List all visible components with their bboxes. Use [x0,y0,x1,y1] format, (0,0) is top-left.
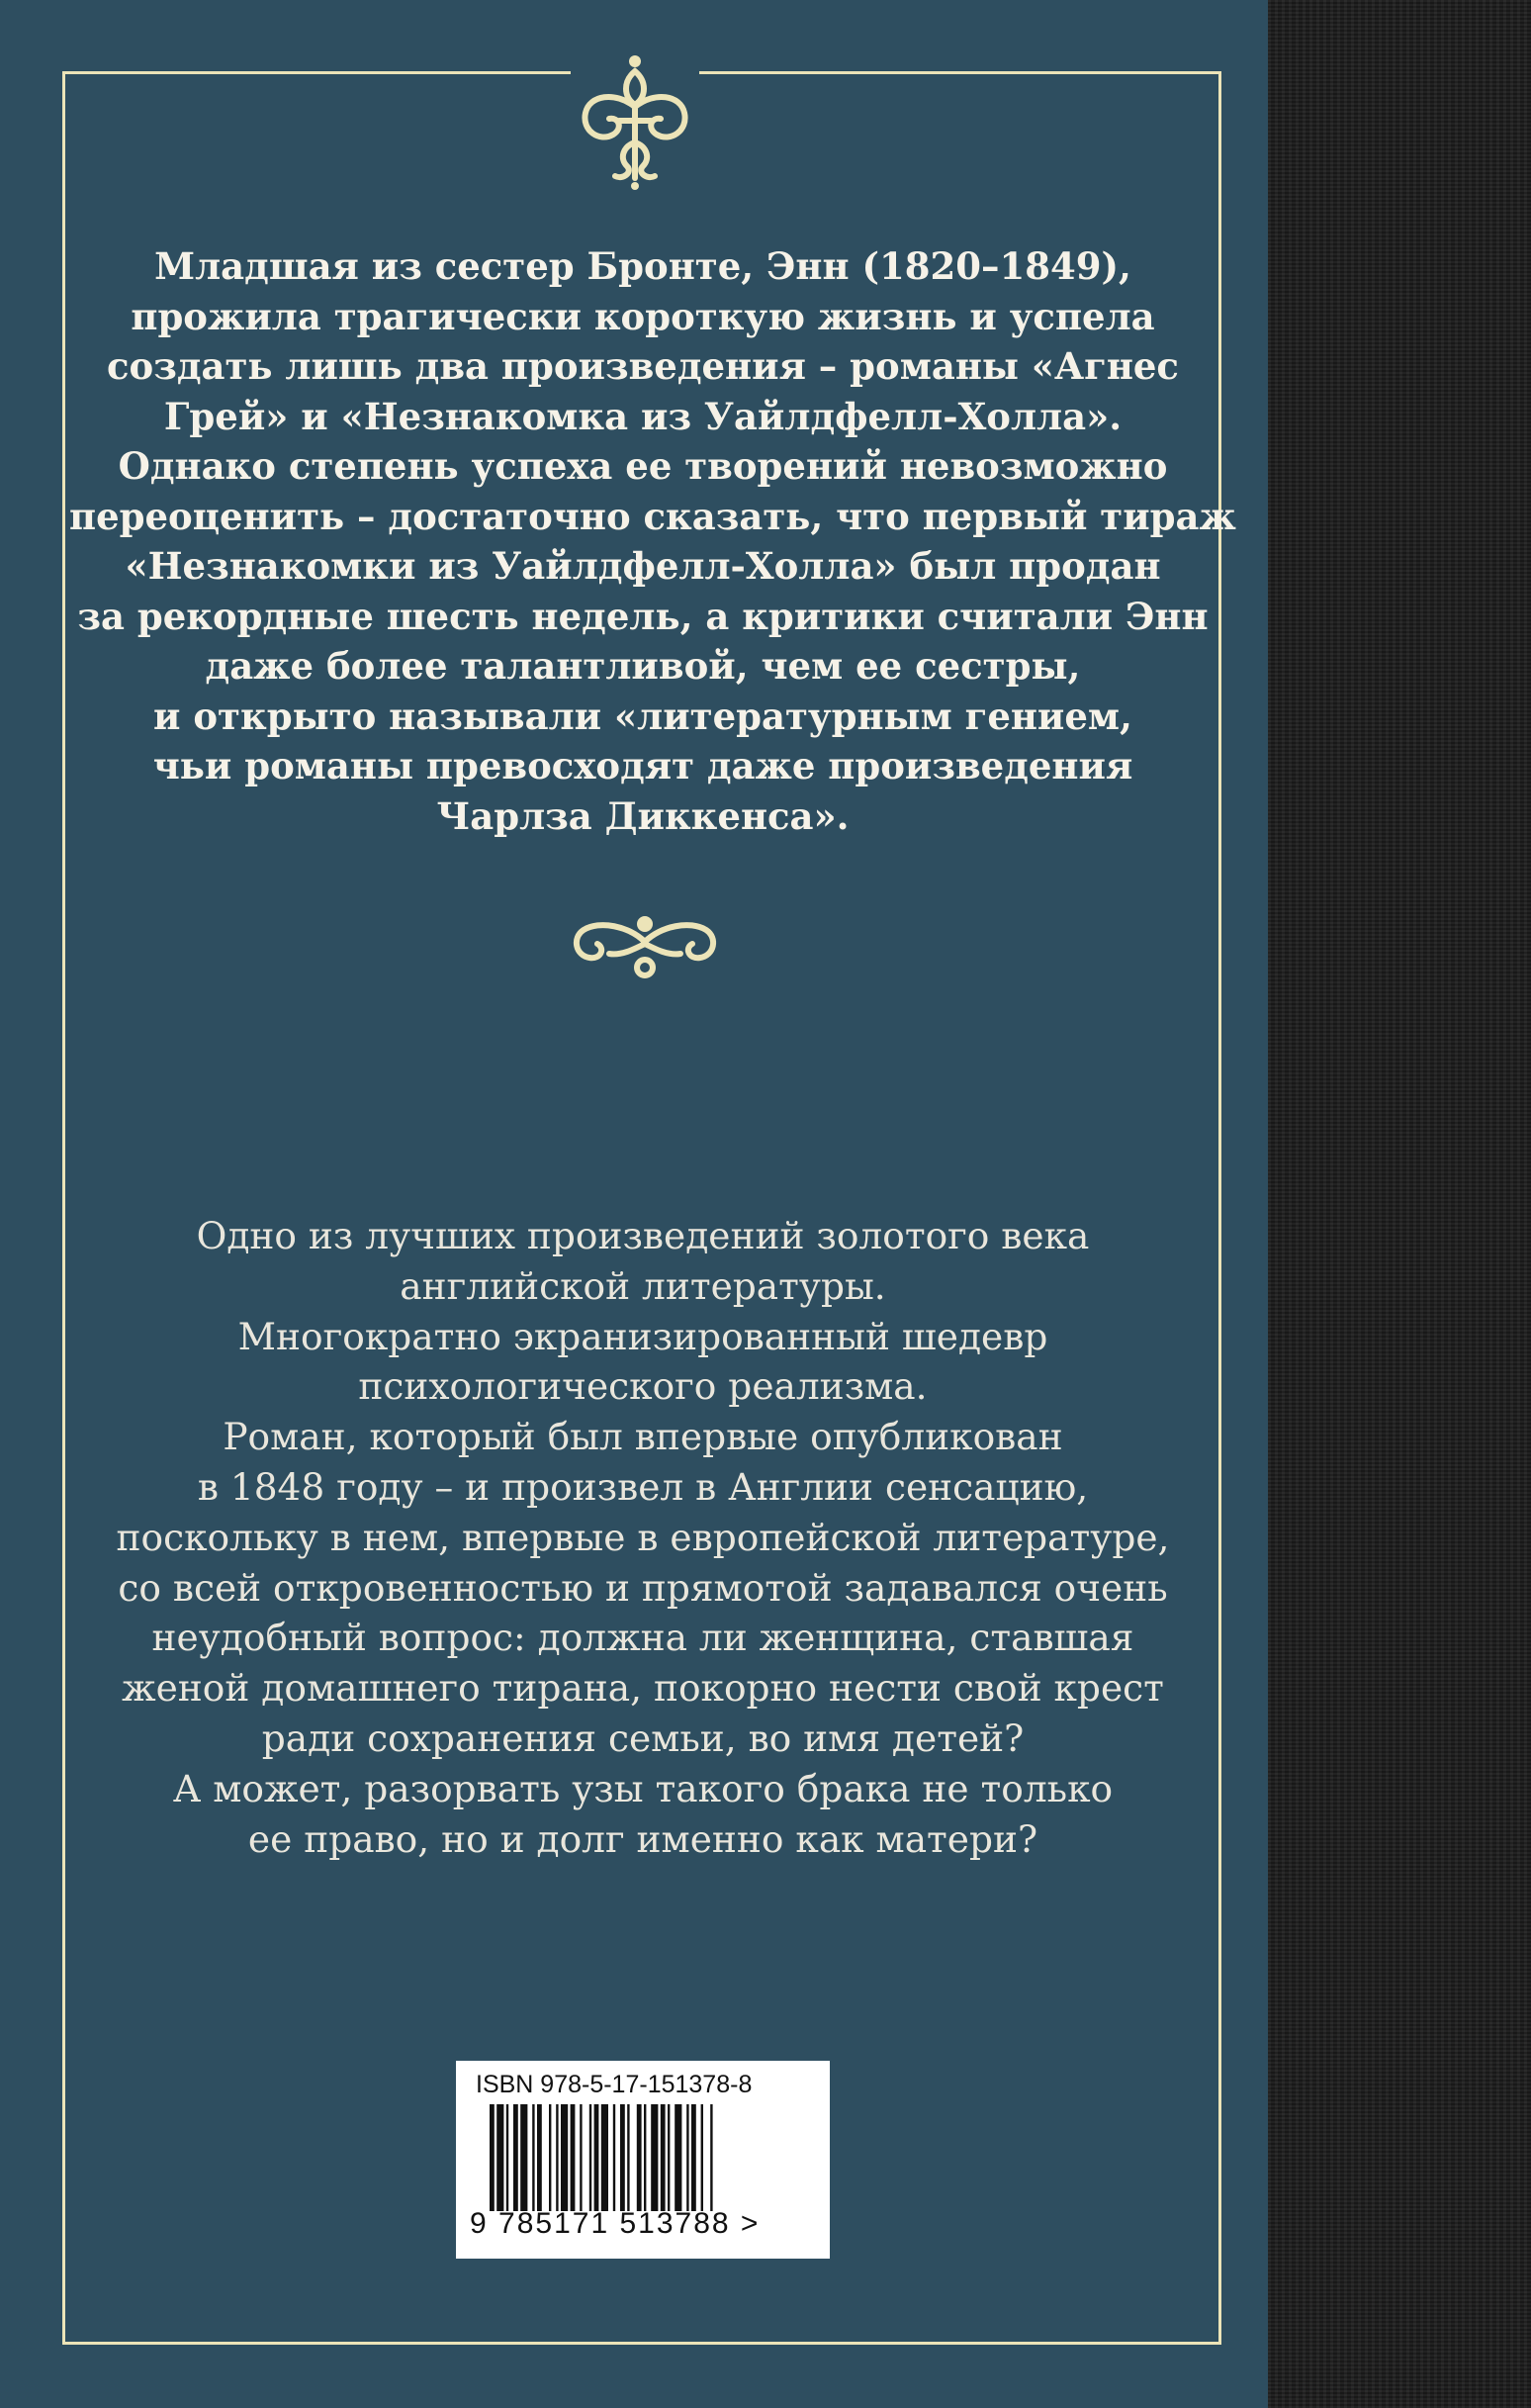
barcode-bar [520,2104,527,2211]
annotation-line: английской литературы. [400,1263,886,1308]
barcode-bar [506,2104,508,2211]
annotation-line: поскольку в нем, впервые в европейской литературе, [116,1515,1170,1559]
annotation-line: и открыто называли «литературным гением, [153,694,1132,738]
isbn-barcode [456,2061,830,2259]
barcode-bar [571,2104,576,2211]
annotation-line: «Незнакомки из Уайлдфелл-Холла» был продан [125,544,1161,588]
barcode-bar [701,2104,703,2211]
barcode-bar [620,2104,625,2211]
fleur-de-lis-scroll-icon [576,47,694,192]
barcode-bar [490,2104,495,2211]
barcode-bar [661,2104,666,2211]
annotation-line: в 1848 году – и произвел в Англии сенсацию, [197,1464,1089,1509]
barcode-bar [513,2104,518,2211]
barcode-bar [589,2104,591,2211]
scroll-flourish-icon [570,910,720,989]
barcode-bar [651,2104,658,2211]
barcode-bar [561,2104,568,2211]
barcode-bar [668,2104,670,2211]
annotation-line: Одно из лучших произведений золотого века [196,1214,1090,1257]
barcode-bar [691,2104,696,2211]
annotation-line: Чарлза Диккенса». [436,793,850,838]
annotation-line: прожила трагически короткую жизнь и успела [131,294,1155,338]
barcode-bars [490,2104,796,2211]
barcode-bar [627,2104,629,2211]
annotation-line: Роман, который был впервые опубликован [223,1415,1063,1459]
annotation-line: создать лишь два произведения – романы «Агнес [107,344,1179,388]
barcode-bar [549,2104,551,2211]
annotation-line: Однако степень успеха ее творений невозможно [118,444,1168,488]
annotation-line: чьи романы превосходят даже произведения [152,744,1133,787]
spine-texture [1268,0,1531,2408]
annotation-line: Многократно экранизированный шедевр [237,1314,1048,1358]
annotation-line: даже более талантливой, чем ее сестры, [205,644,1081,688]
annotation-line: неудобный вопрос: должна ли женщина, ставшая [151,1616,1134,1660]
annotation-plain [69,1211,1216,1864]
isbn-label: ISBN 978-5-17-151378-8 [476,2071,753,2098]
annotation-line: Младшая из сестер Бронте, Энн (1820–1849), [154,244,1131,288]
annotation-line: психологического реализма. [358,1364,928,1409]
barcode-bar [675,2104,681,2211]
barcode-bar [532,2104,534,2211]
annotation-line: ее право, но и долг именно как матери? [247,1816,1038,1861]
annotation-line: со всей откровенностью и прямотой задавался очень [118,1565,1168,1610]
annotation-line: за рекордные шесть недель, а критики считали Энн [77,594,1209,638]
barcode-digits: 9 785171 513788 > [470,2207,761,2240]
annotation-line: А может, разорвать узы такого брака не только [172,1766,1114,1810]
barcode-bar [637,2104,642,2211]
barcode-bar [613,2104,615,2211]
annotation-line: Грей» и «Незнакомка из Уайлдфелл-Холла». [163,394,1123,438]
barcode-bar [601,2104,608,2211]
barcode-bar [496,2104,503,2211]
annotation-line: ради сохранения семьи, во имя детей? [261,1715,1025,1760]
barcode-bar [644,2104,646,2211]
barcode-bar [556,2104,558,2211]
barcode-bar [710,2104,712,2211]
barcode-bar [537,2104,542,2211]
barcode-bar [594,2104,599,2211]
annotation-line: женой домашнего тирана, покорно нести свой крест [122,1666,1164,1711]
annotation-line: переоценить – достаточно сказать, что первый тираж [69,494,1236,538]
annotation-bold [69,241,1236,841]
barcode-bar [580,2104,582,2211]
barcode-bar [686,2104,688,2211]
